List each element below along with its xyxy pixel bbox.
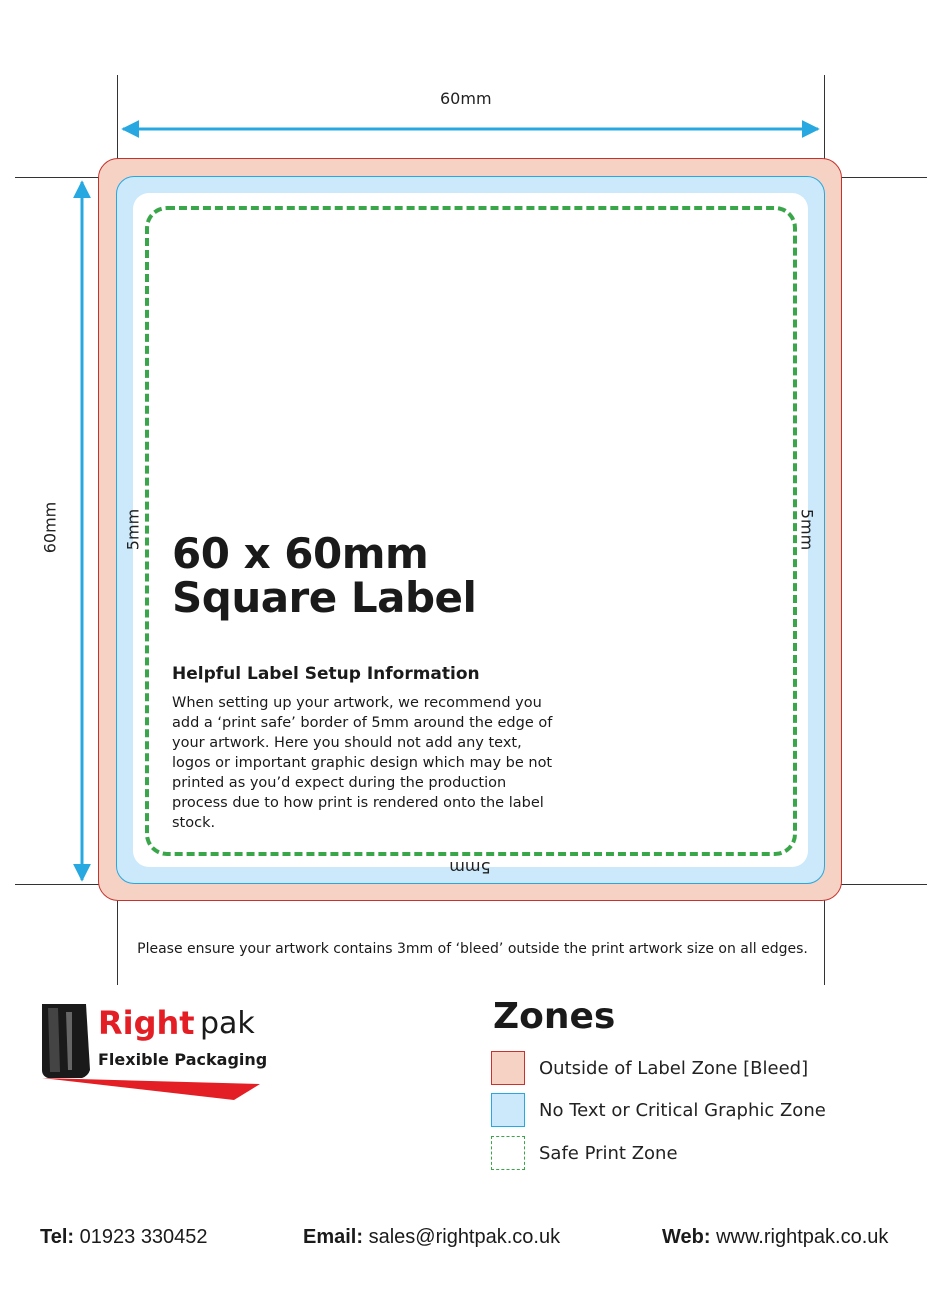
margin-bottom-label: 5mm — [449, 858, 491, 877]
email-value[interactable]: sales@rightpak.co.uk — [368, 1226, 561, 1248]
brand-tagline: Flexible Packaging — [98, 1050, 268, 1069]
no-critical-swatch — [491, 1093, 525, 1127]
zone-legend-no-critical — [491, 1092, 826, 1128]
label-title-line1: 60 x 60mm — [172, 529, 429, 578]
tel-value[interactable]: 01923 330452 — [79, 1226, 208, 1248]
left-height-label: 60mm — [40, 501, 60, 554]
email-label: Email: — [303, 1226, 364, 1248]
zone-legend-bleed — [491, 1050, 808, 1086]
brand-name-right: Right — [98, 1004, 195, 1042]
help-text: When setting up your artwork, we recommend you add a ‘print safe’ border of 5mm around the edge of your artwork. Here you should not add any text, logos or important graphic design which may be not printed as you’d expect during the production process due to how print is rendered onto the label stock. — [172, 695, 553, 831]
safe-swatch — [491, 1136, 525, 1170]
label-title-line2: Square Label — [172, 573, 477, 622]
zones-heading: Zones — [493, 996, 616, 1037]
zone-label-bleed: Outside of Label Zone [Bleed] — [539, 1057, 809, 1079]
footer-tel — [40, 1226, 208, 1249]
web-value[interactable]: www.rightpak.co.uk — [716, 1226, 889, 1248]
zone-legend-safe — [491, 1135, 678, 1171]
margin-left-label: 5mm — [123, 508, 143, 551]
help-heading: Helpful Label Setup Information — [172, 664, 480, 684]
web-label: Web: — [662, 1226, 711, 1248]
zone-label-safe: Safe Print Zone — [539, 1142, 678, 1164]
top-width-label: 60mm — [440, 89, 492, 108]
tel-label: Tel: — [40, 1226, 75, 1248]
bleed-swatch — [491, 1051, 525, 1085]
zone-label-no-critical: No Text or Critical Graphic Zone — [539, 1099, 826, 1121]
bleed-note: Please ensure your artwork contains 3mm of ‘bleed’ outside the print artwork size on all edges. — [137, 941, 808, 957]
label-title — [172, 529, 477, 622]
brand-name-pak: pak — [200, 1006, 255, 1041]
footer-web — [662, 1226, 888, 1249]
margin-right-label: 5mm — [797, 508, 817, 551]
footer-email — [303, 1226, 560, 1249]
